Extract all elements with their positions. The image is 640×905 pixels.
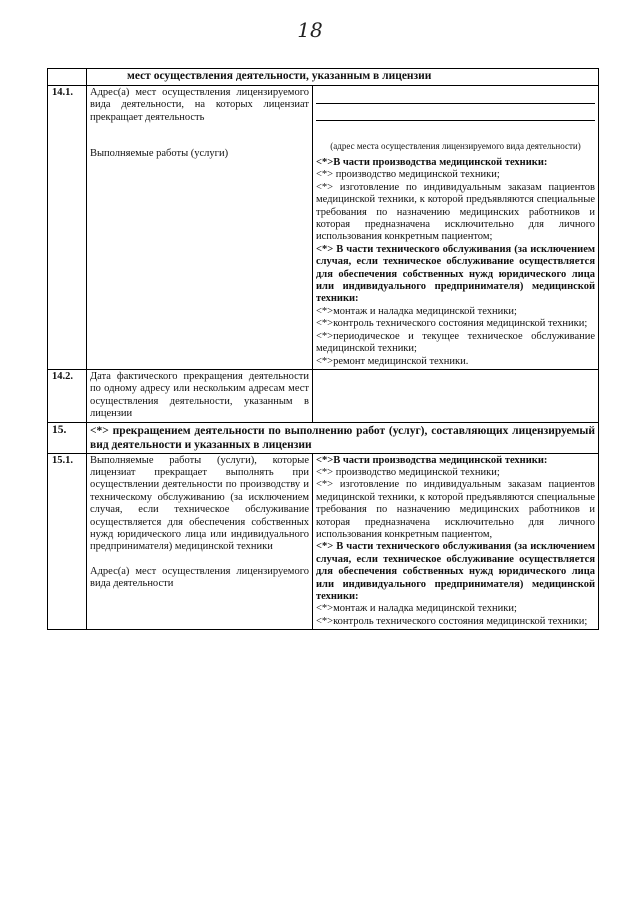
works-list: [316, 455, 595, 629]
application-table: [47, 68, 599, 630]
field-label-address: Адрес(а) мест осуществления лицензируемого вида деятельности: [90, 565, 309, 590]
row-number: 15.1.: [48, 453, 87, 630]
works-item-checkbox[interactable]: <*> изготовление по индивидуальным заказам пациентов медицинской техники, к которой предъявляются специальные требования по назначению медицинских работников и которая предназначена исключительно для личного использования конкретным пациентом;: [316, 181, 596, 243]
works-section-heading: <*> В части технического обслуживания (за исключением случая, если техническое обслуживание осуществляется для обеспечения собственных нужд юридического лица или индивидуального предпринимателя) медицинской техники:: [316, 541, 596, 602]
works-item-checkbox[interactable]: <*>монтаж и наладка медицинской техники;: [316, 305, 517, 317]
table-row-15: [48, 422, 599, 453]
field-value-cell: [313, 86, 599, 370]
row-number: 14.2.: [48, 369, 87, 422]
works-list: [316, 157, 595, 368]
field-label-works: Выполняемые работы (услуги): [90, 148, 229, 160]
field-value-cell: [313, 453, 599, 630]
works-item-checkbox[interactable]: <*>монтаж и наладка медицинской техники;: [316, 603, 517, 615]
works-item-checkbox[interactable]: <*>контроль технического состояния медицинской техники;: [316, 615, 588, 627]
date-input-cell[interactable]: [313, 369, 599, 422]
field-label-works: Выполняемые работы (услуги), которые лицензиат прекращает выполнять при осуществлении деятельности по производству и техническому обслуживанию (за исключением случая, если техническое обслуживание осуществляется для обеспечения собственных нужд юридического лица или индивидуального предпринимателя) медицинской техники: [90, 454, 309, 553]
row-number-cell: [48, 69, 87, 86]
works-section-heading: <*> В части технического обслуживания (за исключением случая, если техническое обслуживание осуществляется для обеспечения собственных нужд юридического лица или индивидуального предпринимателя) медицинской техники:: [316, 243, 596, 305]
works-item-checkbox[interactable]: <*> производство медицинской техники;: [316, 466, 500, 478]
works-item-checkbox[interactable]: <*> производство медицинской техники;: [316, 169, 500, 181]
section-continuation-heading: мест осуществления деятельности, указанным в лицензии: [87, 69, 599, 86]
works-section-heading: <*>В части производства медицинской техники:: [316, 157, 548, 168]
table-row-14-1: [48, 86, 599, 370]
field-label-date: Дата фактического прекращения деятельности по одному адресу или нескольким адресам мест осуществления деятельности, указанным в лицензии: [90, 370, 309, 420]
address-input-line[interactable]: [316, 87, 595, 104]
section-heading-15: <*> прекращением деятельности по выполнению работ (услуг), составляющих лицензируемый вид деятельности и указанных в лицензии: [87, 422, 599, 453]
page-number: 18: [297, 18, 323, 42]
row-number: 15.: [48, 422, 87, 453]
row-number: 14.1.: [48, 86, 87, 370]
table-row-15-1: [48, 453, 599, 630]
works-item-checkbox[interactable]: <*> изготовление по индивидуальным заказам пациентов медицинской техники, к которой предъявляются специальные требования по назначению медицинских работников и которая предназначена исключительно для личного использования конкретным пациентом,: [316, 479, 596, 540]
works-item-checkbox[interactable]: <*>контроль технического состояния медицинской техники;: [316, 318, 588, 330]
works-item-checkbox[interactable]: <*>ремонт медицинской техники.: [316, 355, 469, 367]
address-caption: (адрес места осуществления лицензируемого вида деятельности): [330, 141, 581, 151]
field-label-address: Адрес(а) мест осуществления лицензируемого вида деятельности, на которых лицензиат прекращает деятельность: [90, 87, 309, 123]
works-item-checkbox[interactable]: <*>периодическое и текущее техническое обслуживание медицинской техники;: [316, 330, 596, 355]
works-section-heading: <*>В части производства медицинской техники:: [316, 454, 548, 466]
table-row-intro: [48, 69, 599, 86]
table-row-14-2: [48, 369, 599, 422]
address-input-line[interactable]: [316, 104, 595, 121]
field-label-cell: [87, 86, 313, 370]
field-label-cell: [87, 369, 313, 422]
field-label-cell: [87, 453, 313, 630]
